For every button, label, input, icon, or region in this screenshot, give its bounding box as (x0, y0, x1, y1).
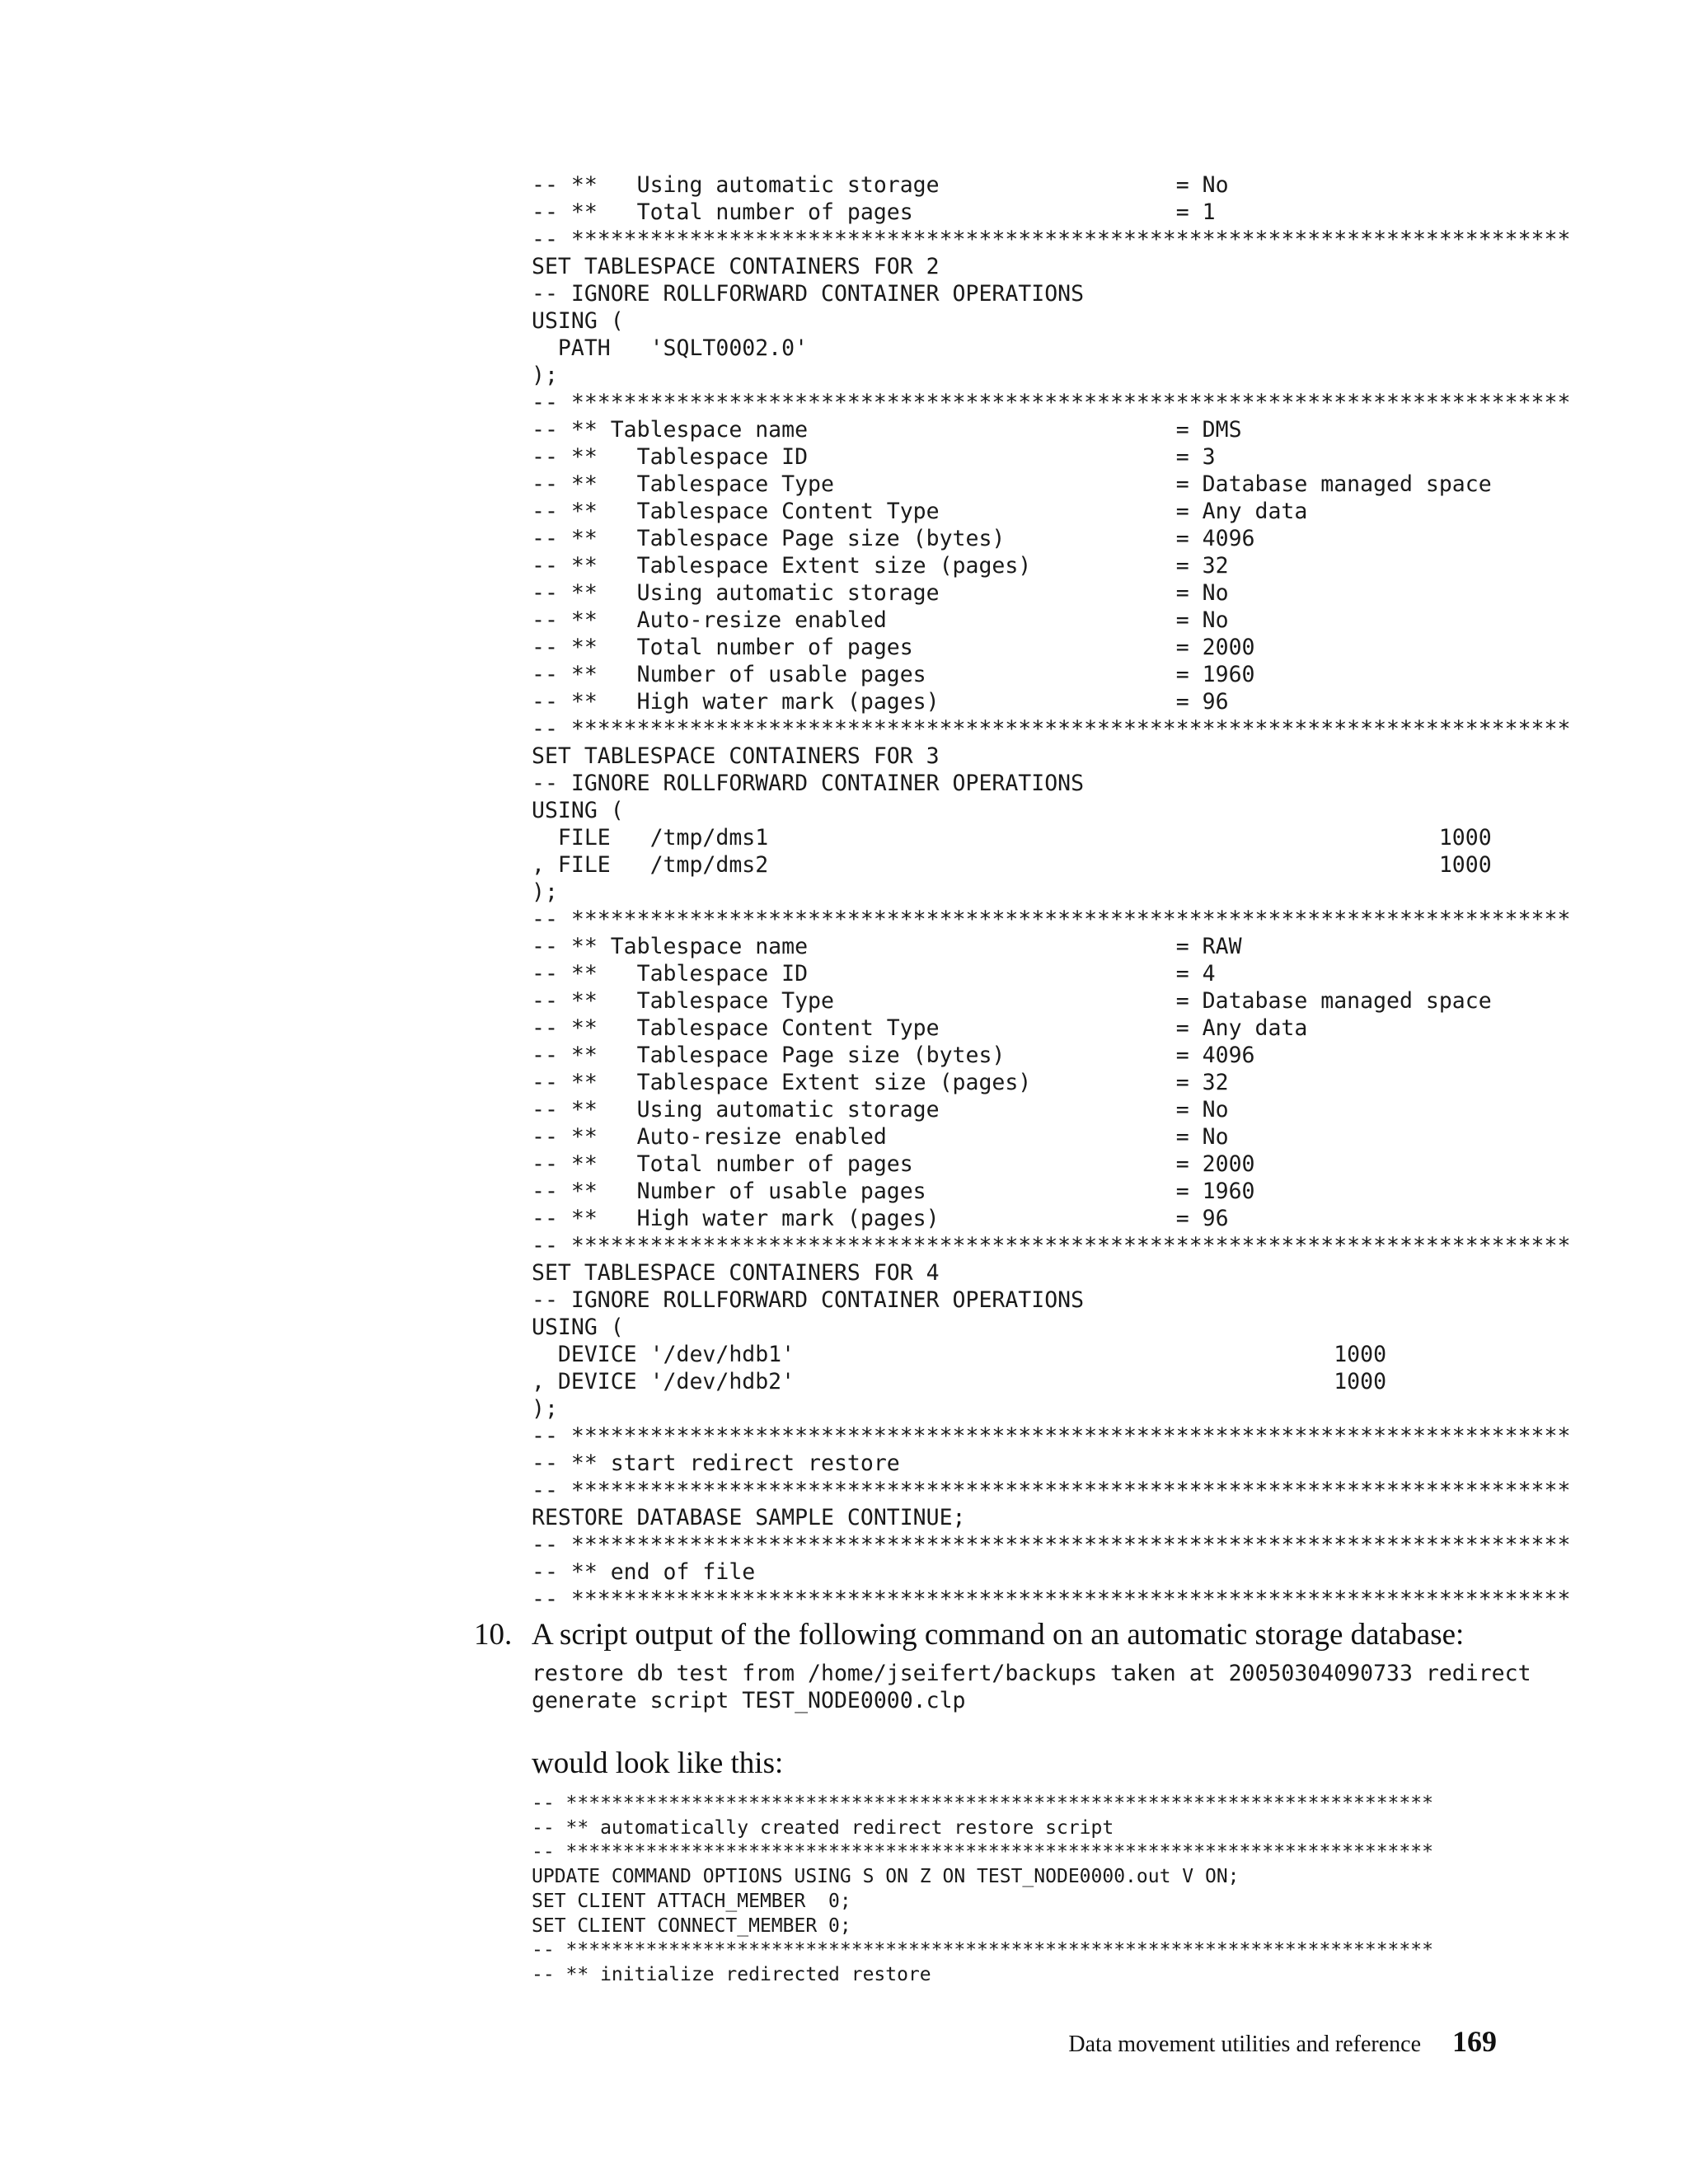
code-line: -- **************************************************************************** (532, 227, 1571, 252)
code-line: -- **************************************************************************** (532, 1532, 1571, 1558)
code-line: -- ** Total number of pages = 2000 (532, 635, 1255, 660)
code-line: -- **************************************************************************** (532, 1939, 1433, 1961)
code-line: ); (532, 879, 558, 905)
code-line: -- ** initialize redirected restore (532, 1963, 931, 1985)
code-line: -- ** High water mark (pages) = 96 (532, 1206, 1229, 1231)
code-line: -- **************************************************************************** (532, 1233, 1571, 1258)
code-line: -- **************************************************************************** (532, 1586, 1571, 1612)
code-line: -- IGNORE ROLLFORWARD CONTAINER OPERATIONS (532, 1287, 1085, 1313)
code-line: SET CLIENT ATTACH_MEMBER 0; (532, 1890, 851, 1912)
code-line: FILE /tmp/dms1 1000 (532, 825, 1492, 851)
code-line: -- ** Tablespace ID = 4 (532, 961, 1216, 987)
code-line: -- ** Using automatic storage = No (532, 1097, 1229, 1122)
code-block-main (532, 171, 1570, 1613)
code-line: RESTORE DATABASE SAMPLE CONTINUE; (532, 1505, 966, 1530)
code-line: -- ** Tablespace name = RAW (532, 934, 1242, 959)
code-line: -- **************************************************************************** (532, 907, 1571, 932)
code-line: -- ** Tablespace Content Type = Any data (532, 1015, 1308, 1041)
step-text: A script output of the following command on an automatic storage database: (532, 1618, 1465, 1652)
code-line: -- ** start redirect restore (532, 1451, 900, 1476)
code-line: SET CLIENT CONNECT_MEMBER 0; (532, 1915, 851, 1937)
code-line: -- **************************************************************************** (532, 716, 1571, 742)
code-line: USING ( (532, 798, 624, 823)
command-block (532, 1660, 1531, 1714)
code-line: -- ** Number of usable pages = 1960 (532, 1179, 1255, 1204)
code-line: -- IGNORE ROLLFORWARD CONTAINER OPERATIONS (532, 771, 1085, 796)
code-line: SET TABLESPACE CONTAINERS FOR 3 (532, 743, 940, 769)
code-line: PATH 'SQLT0002.0' (532, 335, 809, 361)
code-line: ); (532, 363, 558, 388)
code-line: -- ** Using automatic storage = No (532, 580, 1229, 606)
code-line: generate script TEST_NODE0000.clp (532, 1688, 966, 1713)
footer-section-title: Data movement utilities and reference (1068, 2032, 1421, 2057)
code-line: UPDATE COMMAND OPTIONS USING S ON Z ON TEST_NODE0000.out V ON; (532, 1866, 1240, 1888)
code-line: -- ** Tablespace Type = Database managed space (532, 988, 1492, 1014)
prose-would-look-like: would look like this: (532, 1746, 784, 1780)
code-line: USING ( (532, 308, 624, 334)
code-line: -- ** Tablespace Extent size (pages) = 32 (532, 553, 1229, 579)
code-block-script-output (532, 1792, 1433, 1988)
code-line: -- ** automatically created redirect restore script (532, 1816, 1114, 1839)
code-line: -- ** Auto-resize enabled = No (532, 1124, 1229, 1150)
code-line: USING ( (532, 1315, 624, 1340)
code-line: -- ** Tablespace Extent size (pages) = 32 (532, 1070, 1229, 1095)
code-line: -- ** Tablespace ID = 3 (532, 444, 1216, 470)
code-line: -- **************************************************************************** (532, 1793, 1433, 1814)
code-line: -- ** Tablespace name = DMS (532, 417, 1242, 443)
code-line: restore db test from /home/jseifert/backups taken at 20050304090733 redirect (532, 1661, 1531, 1686)
code-line: SET TABLESPACE CONTAINERS FOR 4 (532, 1260, 940, 1286)
code-line: , DEVICE '/dev/hdb2' 1000 (532, 1369, 1387, 1394)
code-line: -- **************************************************************************** (532, 390, 1571, 415)
page-number: 169 (1452, 2025, 1497, 2058)
code-line: -- ** High water mark (pages) = 96 (532, 689, 1229, 715)
code-line: DEVICE '/dev/hdb1' 1000 (532, 1342, 1387, 1367)
code-line: ); (532, 1396, 558, 1422)
code-line: -- ** Tablespace Type = Database managed space (532, 471, 1492, 497)
step-number: 10. (474, 1618, 513, 1652)
code-line: -- ** Total number of pages = 1 (532, 199, 1216, 225)
step-10 (474, 1617, 1464, 1653)
code-line: -- ** end of file (532, 1559, 756, 1585)
code-line: -- **************************************************************************** (532, 1423, 1571, 1449)
code-line: , FILE /tmp/dms2 1000 (532, 852, 1492, 878)
code-line: -- ** Tablespace Page size (bytes) = 4096 (532, 526, 1255, 551)
page-footer (1068, 2024, 1497, 2059)
code-line: -- ** Using automatic storage = No (532, 172, 1229, 198)
code-line: -- ** Number of usable pages = 1960 (532, 662, 1255, 687)
code-line: -- **************************************************************************** (532, 1841, 1433, 1863)
code-line: -- **************************************************************************** (532, 1478, 1571, 1503)
code-line: -- ** Tablespace Content Type = Any data (532, 499, 1308, 524)
code-line: SET TABLESPACE CONTAINERS FOR 2 (532, 254, 940, 279)
code-line: -- ** Auto-resize enabled = No (532, 607, 1229, 633)
code-line: -- ** Tablespace Page size (bytes) = 4096 (532, 1043, 1255, 1068)
code-line: -- ** Total number of pages = 2000 (532, 1151, 1255, 1177)
code-line: -- IGNORE ROLLFORWARD CONTAINER OPERATIONS (532, 281, 1085, 307)
